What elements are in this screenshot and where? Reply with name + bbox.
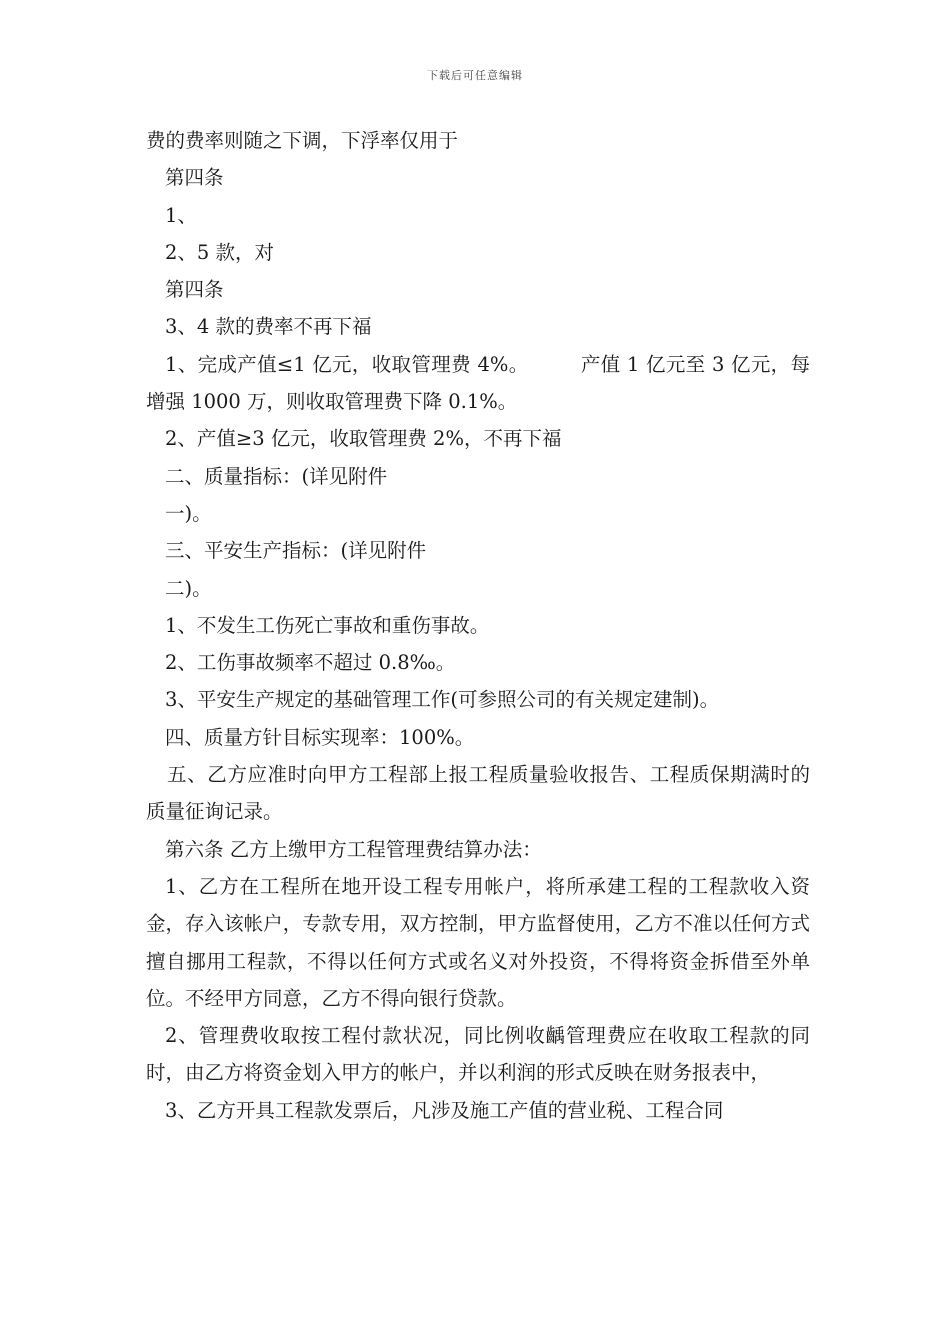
paragraph-13: 1、不发生工伤死亡事故和重伤事故。	[165, 613, 490, 637]
paragraph-7: 1、完成产值≤1 亿元，收取管理费 4%。 产值 1 亿元至 3 亿元，每增强 1000 万，则收取管理费下降 0.1%。	[146, 352, 810, 414]
paragraph-5: 第四条	[165, 278, 224, 302]
paragraph-15: 3、平安生产规定的基础管理工作(可参照公司的有关规定建制)。	[165, 688, 720, 712]
paragraph-17: 五、乙方应准时向甲方工程部上报工程质量验收报告、工程质保期满时的质量征询记录。	[146, 763, 810, 824]
paragraph-12: 二)。	[165, 576, 212, 600]
paragraph-18: 第六条 乙方上缴甲方工程管理费结算办法：	[165, 837, 542, 861]
paragraph-1: 费的费率则随之下调，下浮率仅用于	[146, 129, 459, 152]
paragraph-16: 四、质量方针目标实现率：100%。	[165, 725, 475, 749]
paragraph-19: 1、乙方在工程所在地开设工程专用帐户，将所承建工程的工程款收入资金，存入该帐户，专款专用，双方控制，甲方监督使用，乙方不准以任何方式擅自挪用工程款，不得以任何方式或名义对外投资，不得将资金拆借至外单位。不经甲方同意，乙方不得向银行贷款。	[146, 874, 810, 1010]
paragraph-3: 1、	[165, 203, 197, 227]
document-body	[146, 122, 810, 1129]
paragraph-20: 2、管理费收取按工程付款状况，同比例收齲管理费应在收取工程款的同时，由乙方将资金划入甲方的帐户，并以利润的形式反映在财务报表中，	[146, 1024, 810, 1085]
paragraph-14: 2、工伤事故频率不超过 0.8‰。	[165, 651, 456, 675]
page-header: 下载后可任意编辑	[427, 69, 523, 82]
paragraph-9: 二、质量指标：(详见附件	[165, 464, 388, 488]
paragraph-4: 2、5 款，对	[165, 240, 275, 264]
paragraph-10: 一)。	[165, 501, 212, 525]
paragraph-6: 3、4 款的费率不再下福	[165, 315, 372, 339]
paragraph-2: 第四条	[165, 166, 224, 190]
paragraph-11: 三、平安生产指标：(详见附件	[165, 539, 427, 563]
paragraph-21: 3、乙方开具工程款发票后，凡涉及施工产值的营业税、工程合同	[165, 1098, 724, 1122]
paragraph-8: 2、产值≥3 亿元，收取管理费 2%，不再下福	[165, 427, 562, 451]
